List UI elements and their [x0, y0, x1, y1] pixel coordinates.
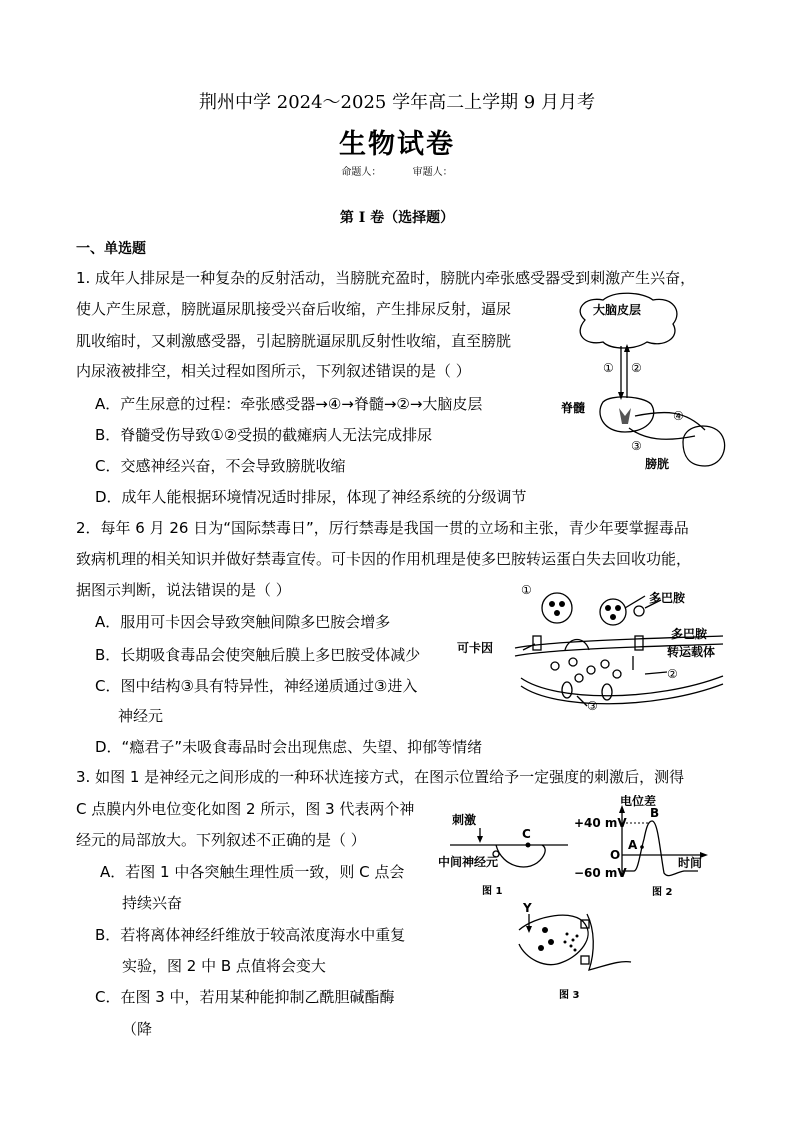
fig2-point-b: B — [650, 806, 660, 820]
fig2-origin: O — [610, 848, 621, 862]
arrow-down-icon — [618, 392, 624, 400]
fig2-ylabel: 电位差 — [620, 795, 657, 808]
q1-stem-line: 肌收缩时，又刺激感受器，引起膀胱逼尿肌反射性收缩，直至膀胱 — [76, 332, 512, 350]
setters-line — [0, 163, 794, 178]
fig1-caption: 图 1 — [482, 886, 503, 897]
q3-option-a: A．若图 1 中各突触生理性质一致，则 C 点会 — [100, 863, 405, 881]
q1-option-b: B．脊髓受伤导致①②受损的截瘫病人无法完成排尿 — [95, 426, 433, 444]
q3-option-c: C．在图 3 中，若用某种能抑制乙酰胆碱酯酶 — [95, 988, 395, 1006]
bladder-shape — [683, 426, 725, 466]
transporter-label-1: 多巴胺 — [671, 627, 708, 641]
q3-stem-line: 3. 如图 1 是神经元之间形成的一种环状连接方式，在图示位置给予一定强度的刺激后，测得 — [76, 768, 685, 786]
subject-title: 生物试卷 — [339, 129, 455, 160]
pathway-1-label: ① — [603, 361, 614, 375]
fig2-label-3: ③ — [587, 699, 598, 713]
q1-option-d: D．成年人能根据环境情况适时排尿，体现了神经系统的分级调节 — [95, 488, 527, 506]
point-c-label: C — [522, 827, 531, 841]
transporter-label-2: 转运载体 — [667, 645, 716, 659]
fig2-xlabel: 时间 — [678, 856, 703, 870]
q3-fig2-potential-chart — [572, 795, 712, 903]
q3-option-c-cont: （降 — [122, 1020, 153, 1038]
q1-option-a: A．产生尿意的过程：牵张感受器→④→脊髓→②→大脑皮层 — [95, 395, 483, 413]
q1-option-c: C．交感神经兴奋，不会导致膀胱收缩 — [95, 457, 346, 475]
postsynaptic-membrane-inner — [521, 684, 723, 704]
fig3-caption: 图 3 — [559, 990, 580, 1001]
q2-option-c: C．图中结构③具有特异性，神经递质通过③进入 — [95, 677, 418, 695]
cortex-label: 大脑皮层 — [593, 303, 642, 317]
transporter-shape — [635, 636, 643, 650]
q3-fig1-loop-circuit — [430, 808, 580, 903]
receptor-box-2 — [581, 956, 589, 964]
fig2-point-a: A — [628, 838, 638, 852]
bladder-label: 膀胱 — [645, 457, 670, 471]
exam-title: 荆州中学 2024～2025 学年高二上学期 9 月月考 — [199, 92, 595, 113]
q2-option-b: B．长期吸食毒品会使突触后膜上多巴胺受体减少 — [95, 646, 421, 664]
q2-option-c-cont: 神经元 — [118, 707, 164, 725]
q1-stem-line: 1. 成年人排尿是一种复杂的反射活动，当膀胱充盈时，膀胱内牵张感受器受到刺激产生兴奋， — [76, 269, 696, 287]
postsynaptic-cell — [587, 914, 631, 970]
volume-title: 第 I 卷（选择题） — [339, 210, 455, 226]
receptor-3a — [562, 682, 572, 698]
pathway-2-label: ② — [631, 361, 642, 375]
setter-label: 命题人： — [341, 167, 382, 178]
q3-option-a-cont: 持续兴奋 — [122, 894, 183, 912]
dopamine-dot — [634, 606, 644, 616]
section-title: 一、单选题 — [76, 241, 146, 257]
cocaine-label: 可卡因 — [457, 641, 494, 655]
nerve-4-label: ④ — [673, 409, 684, 423]
fig2-tick-bottom: −60 mV — [574, 866, 627, 880]
interneuron-loop — [496, 845, 545, 867]
q2-stem-line: 致病机理的相关知识并做好禁毒宣传。可卡因的作用机理是使多巴胺转运蛋白失去回收功能， — [76, 550, 692, 568]
q2-option-d: D．“瘾君子”未吸食毒品时会出现焦虑、失望、抑郁等情绪 — [95, 738, 483, 756]
q3-option-b-cont: 实验，图 2 中 B 点值将会变大 — [122, 957, 326, 975]
point-a-dot — [640, 845, 644, 849]
q3-option-b: B．若将离体神经纤维放于较高浓度海水中重复 — [95, 926, 406, 944]
q3-stem-line: C 点膜内外电位变化如图 2 所示，图 3 代表两个神 — [76, 800, 415, 818]
cocaine-block — [533, 636, 541, 650]
q1-stem-line: 内尿液被排空，相关过程如图所示，下列叙述错误的是（ ） — [76, 362, 471, 380]
presynaptic-terminal — [519, 915, 588, 964]
spinal-label: 脊髓 — [561, 401, 586, 415]
interneuron-label: 中间神经元 — [438, 855, 499, 869]
q2-stem-line: 据图示判断，说法错误的是（ ） — [76, 581, 291, 599]
point-c-dot — [526, 843, 531, 848]
grey-matter-shape — [619, 408, 631, 424]
fig2-label-2: ② — [667, 667, 678, 681]
fig3-y-label: Y — [523, 901, 532, 915]
q3-stem-line: 经元的局部放大。下列叙述不正确的是（ ） — [76, 831, 366, 849]
fig2-tick-top: +40 mV — [574, 816, 627, 830]
reviewer-label: 审题人： — [412, 167, 453, 178]
fig2-label-1: ① — [521, 583, 532, 597]
q2-option-a: A．服用可卡因会导致突触间隙多巴胺会增多 — [95, 613, 391, 631]
q3-fig3-synapse — [515, 900, 635, 1005]
receptor-3b — [602, 684, 612, 700]
q2-stem-line: 2．每年 6 月 26 日为“国际禁毒日”，厉行禁毒是我国一贯的立场和主张，青少年要掌握毒品 — [76, 519, 689, 537]
q2-synapse-figure — [455, 578, 735, 713]
fig2-caption: 图 2 — [652, 887, 673, 898]
dopamine-label: 多巴胺 — [649, 591, 686, 605]
nerve-3-label: ③ — [631, 439, 642, 453]
vesicle-2 — [600, 599, 626, 625]
brain-cortex-shape — [580, 293, 677, 348]
q1-reflex-figure — [555, 290, 730, 480]
q1-stem-line: 使人产生尿意，膀胱逼尿肌接受兴奋后收缩，产生排尿反射，逼尿 — [76, 300, 512, 318]
vesicle-1 — [542, 593, 572, 623]
stimulus-label: 刺激 — [452, 813, 477, 827]
